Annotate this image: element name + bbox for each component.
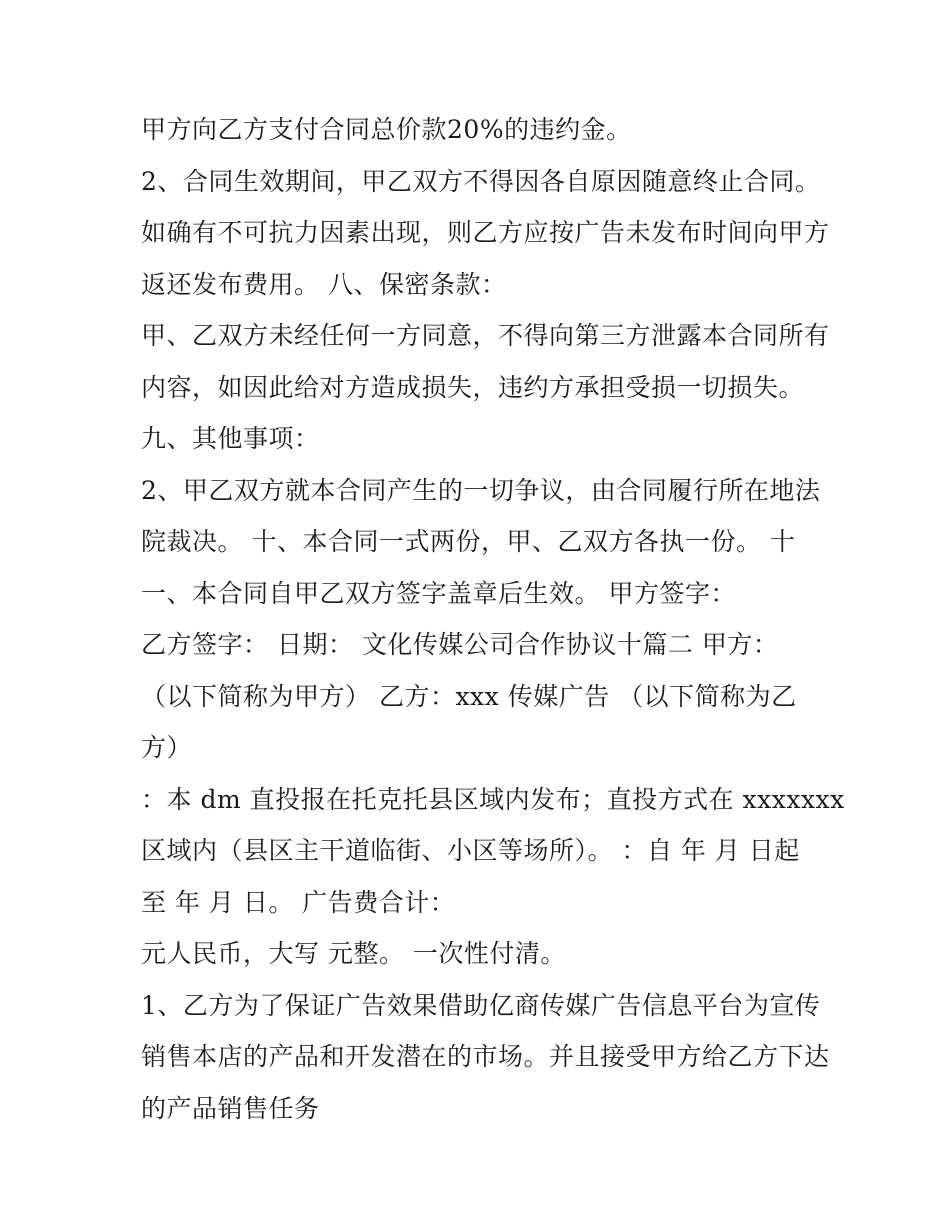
text-line: 2、合同生效期间，甲乙双方不得因各自原因随意终止合同。 (141, 166, 821, 196)
text-line: 如确有不可抗力因素出现，则乙方应按广告未发布时间向甲方 (141, 218, 830, 247)
text-line: 区域内（县区主干道临街、小区等场所）。 ：自 年 月 日起 (141, 836, 800, 865)
text-line: 2、甲乙双方就本合同产生的一切争议，由合同履行所在地法 (141, 475, 821, 505)
text-line: 1、乙方为了保证广告效果借助亿商传媒广告信息平台为宣传 (141, 990, 821, 1020)
text-line: 内容，如因此给对方造成损失，违约方承担受损一切损失。 (141, 372, 805, 402)
text-line: （以下简称为甲方） 乙方：xxx 传媒广告 （以下简称为乙 (141, 681, 797, 711)
text-line: 甲方向乙方支付合同总价款20%的违约金。 (141, 115, 632, 144)
text-line: ：本 dm 直投报在托克托县区域内发布；直投方式在 xxxxxxx (141, 784, 845, 814)
text-line: 方） (141, 733, 193, 762)
text-line: 甲、乙双方未经任何一方同意，不得向第三方泄露本合同所有 (141, 321, 830, 350)
text-line: 的产品销售任务 (141, 1093, 320, 1123)
text-line: 至 年 月 日。 广告费合计： (141, 887, 456, 917)
document-body (141, 104, 845, 1134)
text-line: 乙方签字： 日期： 文化传媒公司合作协议十篇二 甲方： (141, 630, 779, 659)
text-line: 元人民币，大写 元整。 一次性付清。 (141, 939, 566, 968)
text-line: 返还发布费用。 八、保密条款： (141, 269, 507, 299)
text-line: 九、其他事项： (141, 424, 320, 453)
text-line: 院裁决。 十、本合同一式两份，甲、乙双方各执一份。 十 (141, 527, 796, 556)
text-line: 一、本合同自甲乙双方签字盖章后生效。 甲方签字： (141, 578, 736, 608)
text-line: 销售本店的产品和开发潜在的市场。并且接受甲方给乙方下达 (141, 1042, 830, 1071)
